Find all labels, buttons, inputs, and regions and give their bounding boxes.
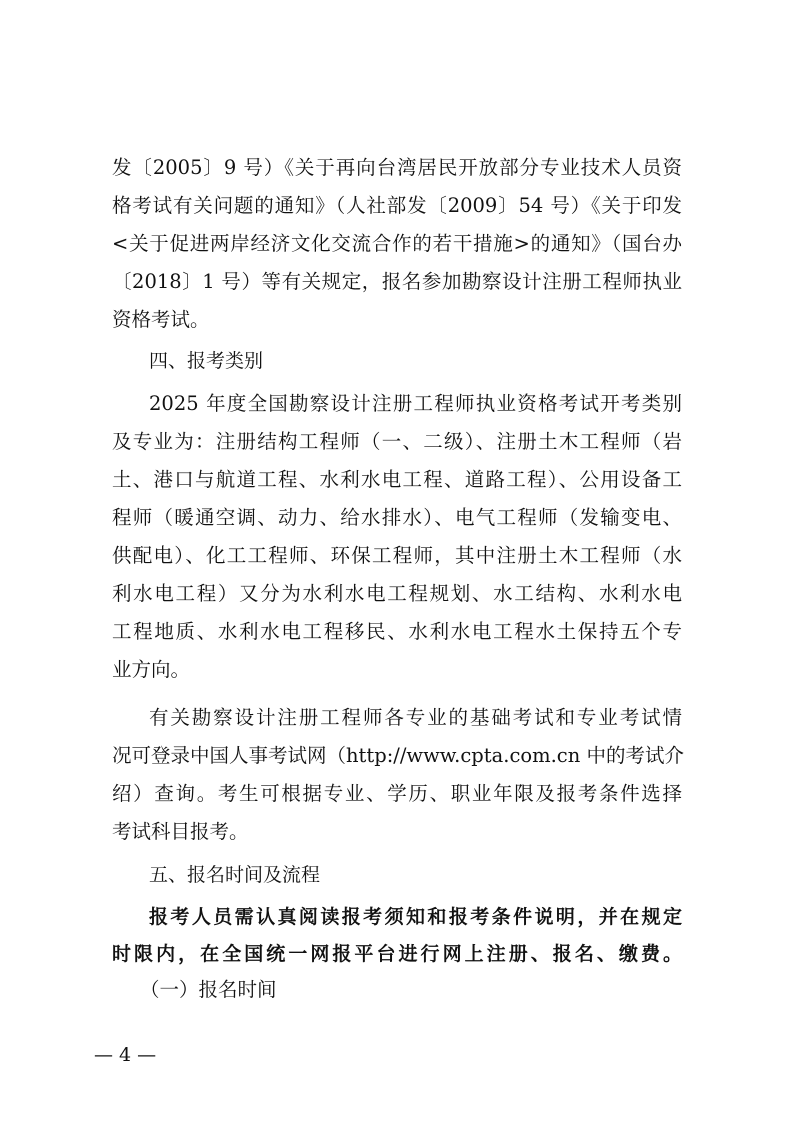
subheading-1: （一）报名时间 bbox=[140, 978, 277, 1001]
paragraph-3-line-3: 绍）查询。考生可根据专业、学历、职业年限及报考条件选择 bbox=[112, 782, 682, 805]
paragraph-1-line-3: <关于促进两岸经济文化交流合作的若干措施>的通知》（国台办 bbox=[112, 232, 682, 255]
bold-paragraph-line-1: 报考人员需认真阅读报考须知和报考条件说明，并在规定 bbox=[149, 906, 682, 928]
section-heading-4: 四、报考类别 bbox=[149, 350, 264, 372]
paragraph-2-line-3: 土、港口与航道工程、水利水电工程、道路工程）、公用设备工 bbox=[112, 468, 682, 491]
bold-paragraph-line-2: 时限内，在全国统一网报平台进行网上注册、报名、缴费。 bbox=[112, 943, 682, 965]
paragraph-2-line-2: 及专业为：注册结构工程师（一、二级）、注册土木工程师（岩 bbox=[112, 430, 682, 453]
paragraph-1-line-2: 格考试有关问题的通知》（人社部发〔2009〕54 号）《关于印发 bbox=[112, 194, 682, 217]
paragraph-2-line-6: 利水电工程）又分为水利水电工程规划、水工结构、水利水电 bbox=[112, 582, 682, 605]
paragraph-3-line-2: 况可登录中国人事考试网（http://www.cpta.com.cn 中的考试介 bbox=[112, 744, 684, 767]
paragraph-1-line-1: 发〔2005〕9 号）《关于再向台湾居民开放部分专业技术人员资 bbox=[112, 156, 682, 179]
paragraph-2-line-5: 供配电）、化工工程师、环保工程师，其中注册土木工程师（水 bbox=[112, 544, 682, 567]
page-number: — 4 — bbox=[94, 1044, 157, 1066]
paragraph-2-line-8: 业方向。 bbox=[112, 658, 191, 681]
paragraph-1-line-5: 资格考试。 bbox=[112, 308, 210, 331]
paragraph-3-line-4: 考试科目报考。 bbox=[112, 820, 249, 843]
paragraph-2-line-7: 工程地质、水利水电工程移民、水利水电工程水土保持五个专 bbox=[112, 620, 682, 643]
paragraph-1-line-4: 〔2018〕1 号）等有关规定，报名参加勘察设计注册工程师执业 bbox=[112, 270, 682, 293]
paragraph-2-line-1: 2025 年度全国勘察设计注册工程师执业资格考试开考类别 bbox=[149, 392, 682, 415]
paragraph-3-line-1: 有关勘察设计注册工程师各专业的基础考试和专业考试情 bbox=[149, 706, 682, 729]
paragraph-2-line-4: 程师（暖通空调、动力、给水排水）、电气工程师（发输变电、 bbox=[112, 506, 682, 529]
section-heading-5: 五、报名时间及流程 bbox=[149, 864, 321, 886]
